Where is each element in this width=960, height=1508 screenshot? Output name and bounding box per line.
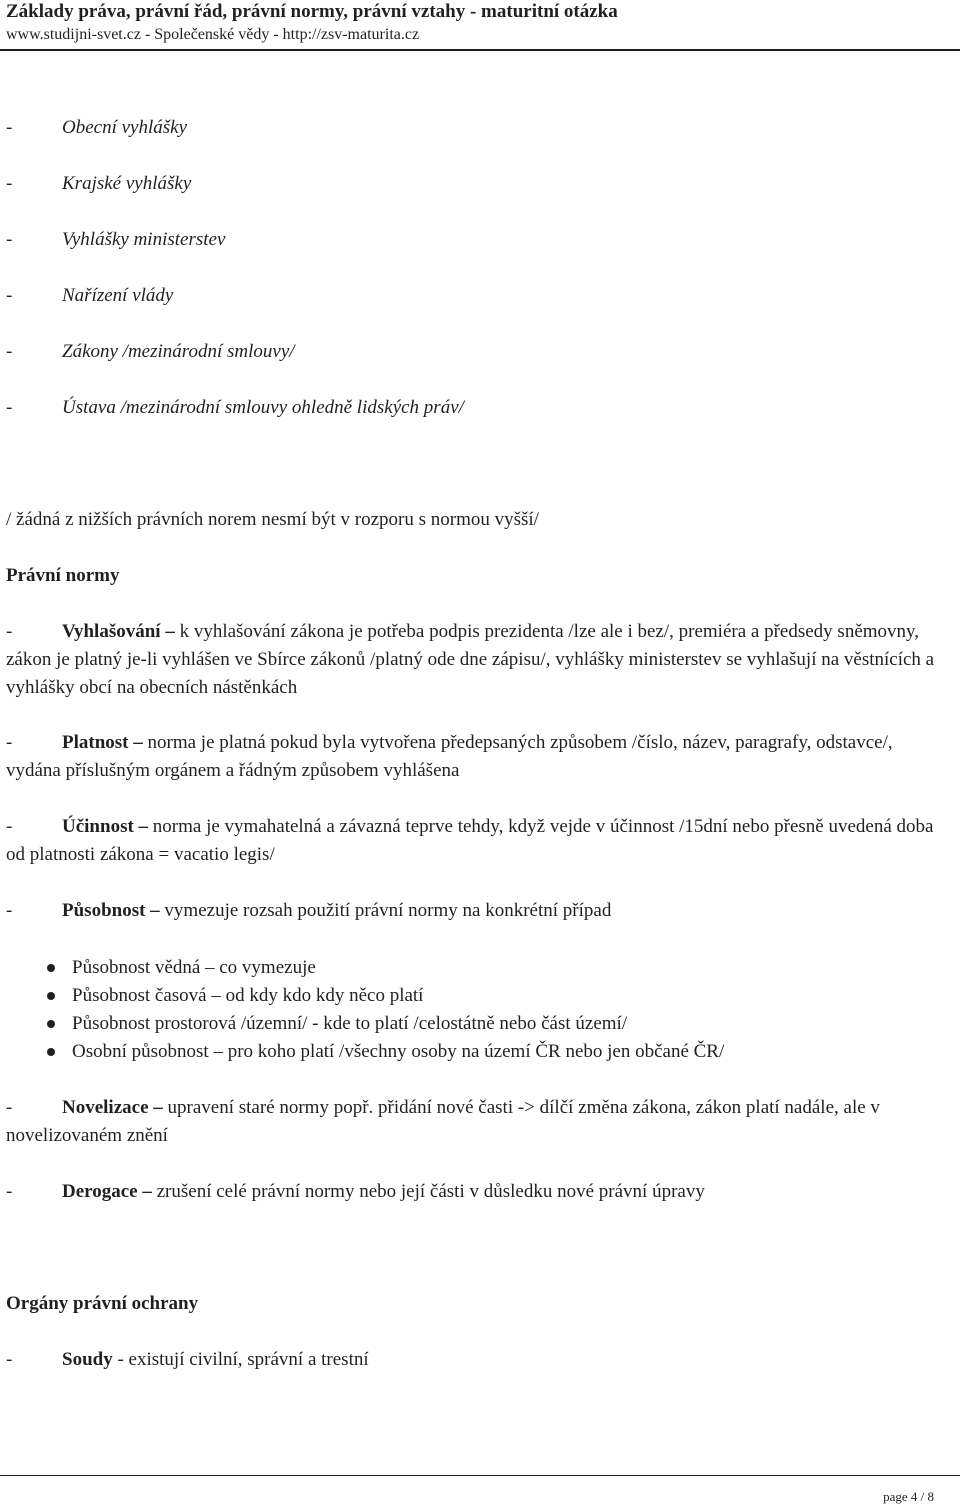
norm-item-pusobnost: - Působnost – vymezuje rozsah použití právní normy na konkrétní případ: [6, 900, 612, 921]
hierarchy-item: - Zákony /mezinárodní smlouvy/: [6, 341, 295, 362]
section-heading-norms: Právní normy: [6, 565, 120, 586]
norm-item-platnost: - Platnost – norma je platná pokud byla vytvořena předepsaných způsobem /číslo, název, paragrafy, odstavce/, vydána příslušným orgánem a řádným způsobem vyhlášena: [6, 732, 893, 781]
bullet-item: Působnost prostorová /územní/ - kde to platí /celostátně nebo část území/: [72, 1013, 628, 1034]
site-subtitle: www.studijni-svet.cz - Společenské vědy - http://zsv-maturita.cz: [6, 26, 420, 43]
hierarchy-item: - Ústava /mezinárodní smlouvy ohledně lidských práv/: [6, 397, 464, 418]
hierarchy-note: / žádná z nižších právních norem nesmí být v rozporu s normou vyšší/: [6, 509, 539, 530]
norm-item-derogace: - Derogace – zrušení celé právní normy nebo její části v důsledku nové právní úpravy: [6, 1181, 705, 1202]
bullet-dot: [47, 992, 55, 1000]
bullet-item: Působnost časová – od kdy kdo kdy něco platí: [72, 985, 424, 1006]
norm-item-novelizace: - Novelizace – upravení staré normy popř. přidání nové časti -> dílčí změna zákona, zákon platí nadále, ale v novelizovaném znění: [6, 1097, 880, 1146]
hierarchy-item: - Vyhlášky ministerstev: [6, 229, 226, 250]
bullet-dot: [47, 1048, 55, 1056]
footer-divider: [0, 1475, 960, 1476]
bullet-dot: [47, 1020, 55, 1028]
hierarchy-item: - Nařízení vlády: [6, 285, 174, 306]
hierarchy-item: - Obecní vyhlášky: [6, 117, 188, 138]
page-title: Základy práva, právní řád, právní normy, právní vztahy - maturitní otázka: [6, 1, 618, 22]
page-number: page 4 / 8: [883, 1489, 934, 1504]
bullet-item: Osobní působnost – pro koho platí /všechny osoby na území ČR nebo jen občané ČR/: [72, 1041, 725, 1062]
bullet-dot: [47, 964, 55, 972]
header-divider: [0, 49, 960, 51]
organ-item-soudy: - Soudy - existují civilní, správní a trestní: [6, 1349, 369, 1370]
norm-item-vyhlasovani: - Vyhlašování – k vyhlašování zákona je potřeba podpis prezidenta /lze ale i bez/, premiéra a předsedy sněmovny, zákon je platný je-li vyhlášen ve Sbírce zákonů /platný ode dne zápisu/, vyhlášky ministerstev se vyhlašují na věstnících a vyhlášky obcí na obecních nástěnkách: [6, 621, 935, 698]
section-heading-organs: Orgány právní ochrany: [6, 1293, 199, 1314]
bullet-item: Působnost vědná – co vymezuje: [72, 957, 316, 978]
hierarchy-item: - Krajské vyhlášky: [6, 173, 192, 194]
norm-item-ucinnost: - Účinnost – norma je vymahatelná a závazná teprve tehdy, když vejde v účinnost /15dní nebo přesně uvedená doba od platnosti zákona = vacatio legis/: [6, 816, 934, 865]
